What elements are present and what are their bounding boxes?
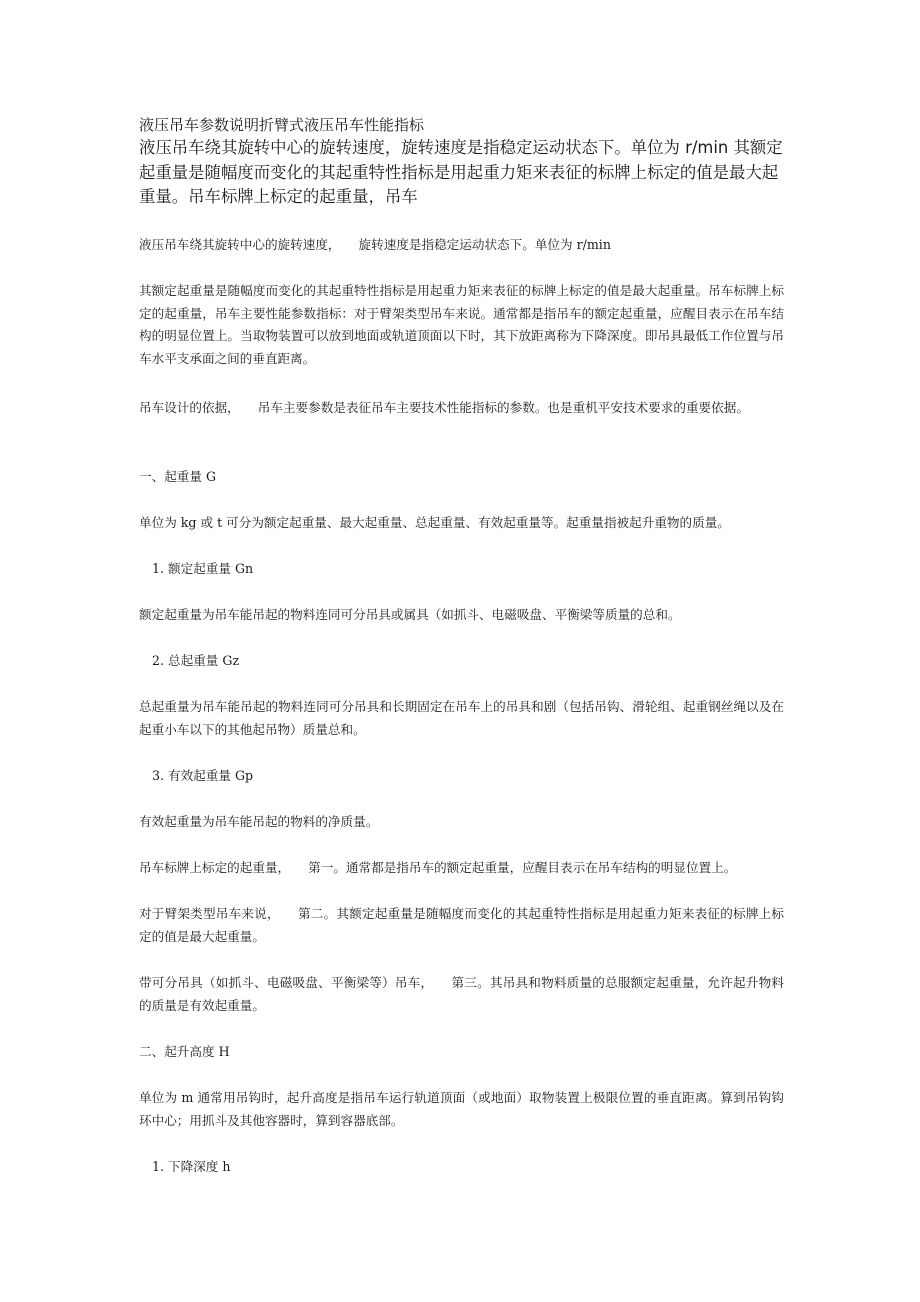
- paragraph-rotation-speed: [139, 234, 784, 257]
- heading-lifting-height: 二、起升高度 H: [139, 1044, 230, 1059]
- paragraph-part-a: 吊车设计的依据，: [139, 400, 240, 415]
- paragraph-spreader-third: [139, 972, 784, 1017]
- paragraph-design-basis: [139, 397, 784, 420]
- paragraph-part-b: 第二。其额定起重量是随幅度而变化的其起重特性指标是用起重力矩来表征的标牌上标定的值是最大起重量。: [139, 906, 785, 944]
- paragraph-part-b: 第三。其吊具和物料质量的总服额定起重量，允许起升物料的质量是有效起重量。: [139, 975, 785, 1013]
- heading-lifting-capacity: 一、起重量 G: [139, 469, 217, 484]
- paragraph-part-b: 旋转速度是指稳定运动状态下。单位为 r/min: [358, 237, 611, 252]
- document-title: 液压吊车参数说明折臂式液压吊车性能指标: [139, 116, 425, 134]
- paragraph-effective-capacity-def: 有效起重量为吊车能吊起的物料的净质量。: [139, 814, 379, 829]
- paragraph-part-b: 吊车主要参数是表征吊车主要技术性能指标的参数。也是重机平安技术要求的重要依据。: [257, 400, 749, 415]
- paragraph-boom-second: [139, 903, 784, 948]
- heading-lowering-depth: 1. 下降深度 h: [152, 1159, 231, 1174]
- paragraph-rated-capacity-def: 额定起重量为吊车能吊起的物料连同可分吊具或属具（如抓斗、电磁吸盘、平衡梁等质量的总和。: [139, 607, 681, 622]
- heading-rated-capacity-gn: 1. 额定起重量 Gn: [152, 561, 254, 576]
- paragraph-capacity-units: 单位为 kg 或 t 可分为额定起重量、最大起重量、总起重量、有效起重量等。起重量指被起升重物的质量。: [139, 515, 730, 530]
- paragraph-lifting-height-def: 单位为 m 通常用吊钩时，起升高度是指吊车运行轨道顶面（或地面）取物装置上极限位置的垂直距离。算到吊钩钩环中心；用抓斗及其他容器时，算到容器底部。: [139, 1090, 784, 1128]
- heading-total-capacity-gz: 2. 总起重量 Gz: [152, 653, 240, 668]
- paragraph-part-a: 液压吊车绕其旋转中心的旋转速度，: [139, 237, 341, 252]
- paragraph-part-a: 带可分吊具（如抓斗、电磁吸盘、平衡梁等）吊车，: [139, 975, 434, 990]
- paragraph-total-capacity-def: 总起重量为吊车能吊起的物料连同可分吊具和长期固定在吊车上的吊具和剧（包括吊钩、滑轮组、起重钢丝绳以及在起重小车以下的其他起吊物）质量总和。: [139, 699, 784, 737]
- paragraph-part-a: 吊车标牌上标定的起重量，: [139, 860, 291, 875]
- paragraph-part-a: 对于臂架类型吊车来说，: [139, 906, 280, 921]
- intro-paragraph: 液压吊车绕其旋转中心的旋转速度，旋转速度是指稳定运动状态下。单位为 r/min 其额定起重量是随幅度而变化的其起重特性指标是用起重力矩来表征的标牌上标定的值是最大起重量。吊车标牌上标定的起重量，吊车: [139, 138, 783, 206]
- paragraph-rated-capacity: 其额定起重量是随幅度而变化的其起重特性指标是用起重力矩来表征的标牌上标定的值是最大起重量。吊车标牌上标定的起重量，吊车主要性能参数指标：对于臂架类型吊车来说。通常都是指吊车的额定起重量，应醒目表示在吊车结构的明显位置上。当取物装置可以放到地面或轨道顶面以下时，其下放距离称为下降深度。即吊具最低工作位置与吊车水平支承面之间的垂直距离。: [139, 283, 784, 366]
- paragraph-part-b: 第一。通常都是指吊车的额定起重量，应醒目表示在吊车结构的明显位置上。: [308, 860, 737, 875]
- paragraph-nameplate-first: [139, 857, 784, 880]
- heading-effective-capacity-gp: 3. 有效起重量 Gp: [152, 768, 254, 783]
